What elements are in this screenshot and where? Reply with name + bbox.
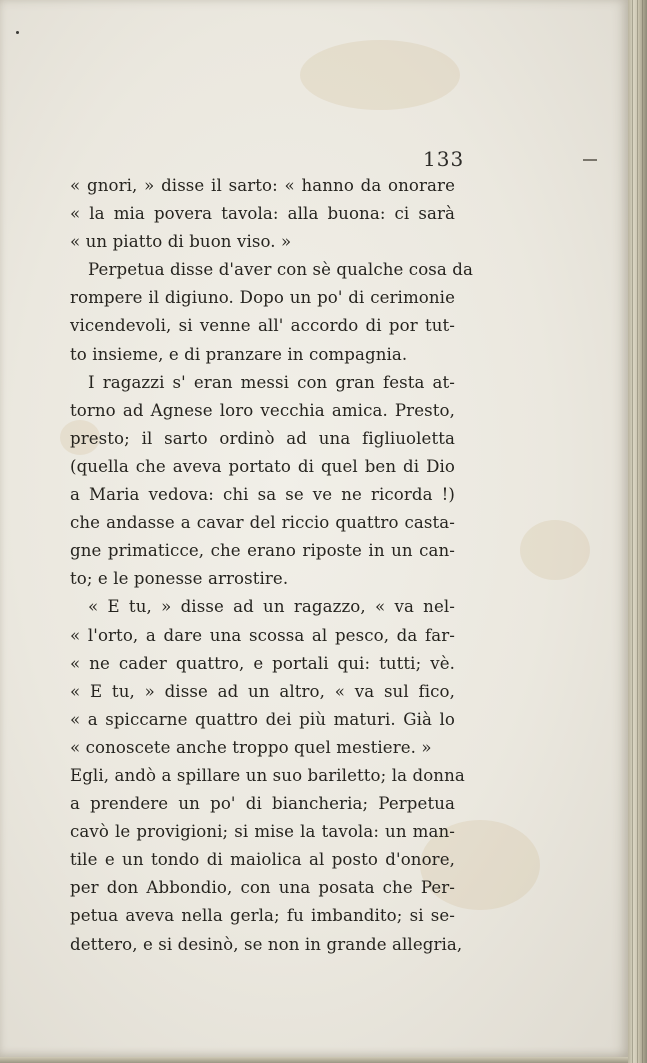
text-line: (quella che aveva portato di quel ben di Dio [70,456,455,476]
book-page-edges [628,0,647,1063]
paper-stain [520,520,590,580]
text-line: a prendere un po' di biancheria; Perpetua [70,794,455,814]
text-line: Perpetua disse d'aver con sè qualche cosa da [88,260,473,280]
text-line: « un piatto di buon viso. » [70,232,292,252]
text-line: « la mia povera tavola: alla buona: ci sarà [70,204,455,224]
page-edge-line [637,0,638,1063]
text-line: I ragazzi s' eran messi con gran festa at- [88,372,455,392]
text-line: a Maria vedova: chi sa se ve ne ricorda !) [70,485,455,505]
page-edge-line [642,0,643,1063]
text-line: to; e le ponesse arrostire. [70,569,289,589]
text-line: petua aveva nella gerla; fu imbandito; si se- [70,906,455,926]
text-line: vicendevoli, si venne all' accordo di por tut- [70,316,455,336]
paper-stain [300,40,460,110]
text-line: dettero, e si desinò, se non in grande allegria, [70,934,463,954]
text-line: to insieme, e di pranzare in compagnia. [70,344,408,364]
text-line: « conoscete anche troppo quel mestiere. » [70,737,432,757]
text-line: « a spiccarne quattro dei più maturi. Già lo [70,709,455,729]
text-line: « ne cader quattro, e portali qui: tutti; vè. [70,653,455,673]
page-edge-line [632,0,633,1063]
text-line: presto; il sarto ordinò ad una figliuoletta [70,428,455,448]
text-line: cavò le provigioni; si mise la tavola: un man- [70,822,455,842]
ink-speck [16,31,19,34]
text-line: gne primaticce, che erano riposte in un can- [70,541,455,561]
text-line: Egli, andò a spillare un suo bariletto; la donna [70,765,465,785]
body-text [70,172,473,959]
text-line: tile e un tondo di maiolica al posto d'onore, [70,850,455,870]
text-line: « l'orto, a dare una scossa al pesco, da far- [70,625,455,645]
text-line: per don Abbondio, con una posata che Per- [70,878,455,898]
text-line: che andasse a cavar del riccio quattro casta- [70,513,455,533]
page-number: 133 [423,147,465,171]
text-line: torno ad Agnese loro vecchia amica. Presto, [70,400,455,420]
text-line: « gnori, » disse il sarto: « hanno da onorare [70,176,455,195]
text-line: « E tu, » disse ad un ragazzo, « va nel- [88,597,455,617]
margin-mark [583,159,597,161]
text-line: rompere il digiuno. Dopo un po' di cerimonie [70,288,455,308]
book-bottom-edge [0,1057,628,1063]
text-line: « E tu, » disse ad un altro, « va sul fico, [70,681,455,701]
